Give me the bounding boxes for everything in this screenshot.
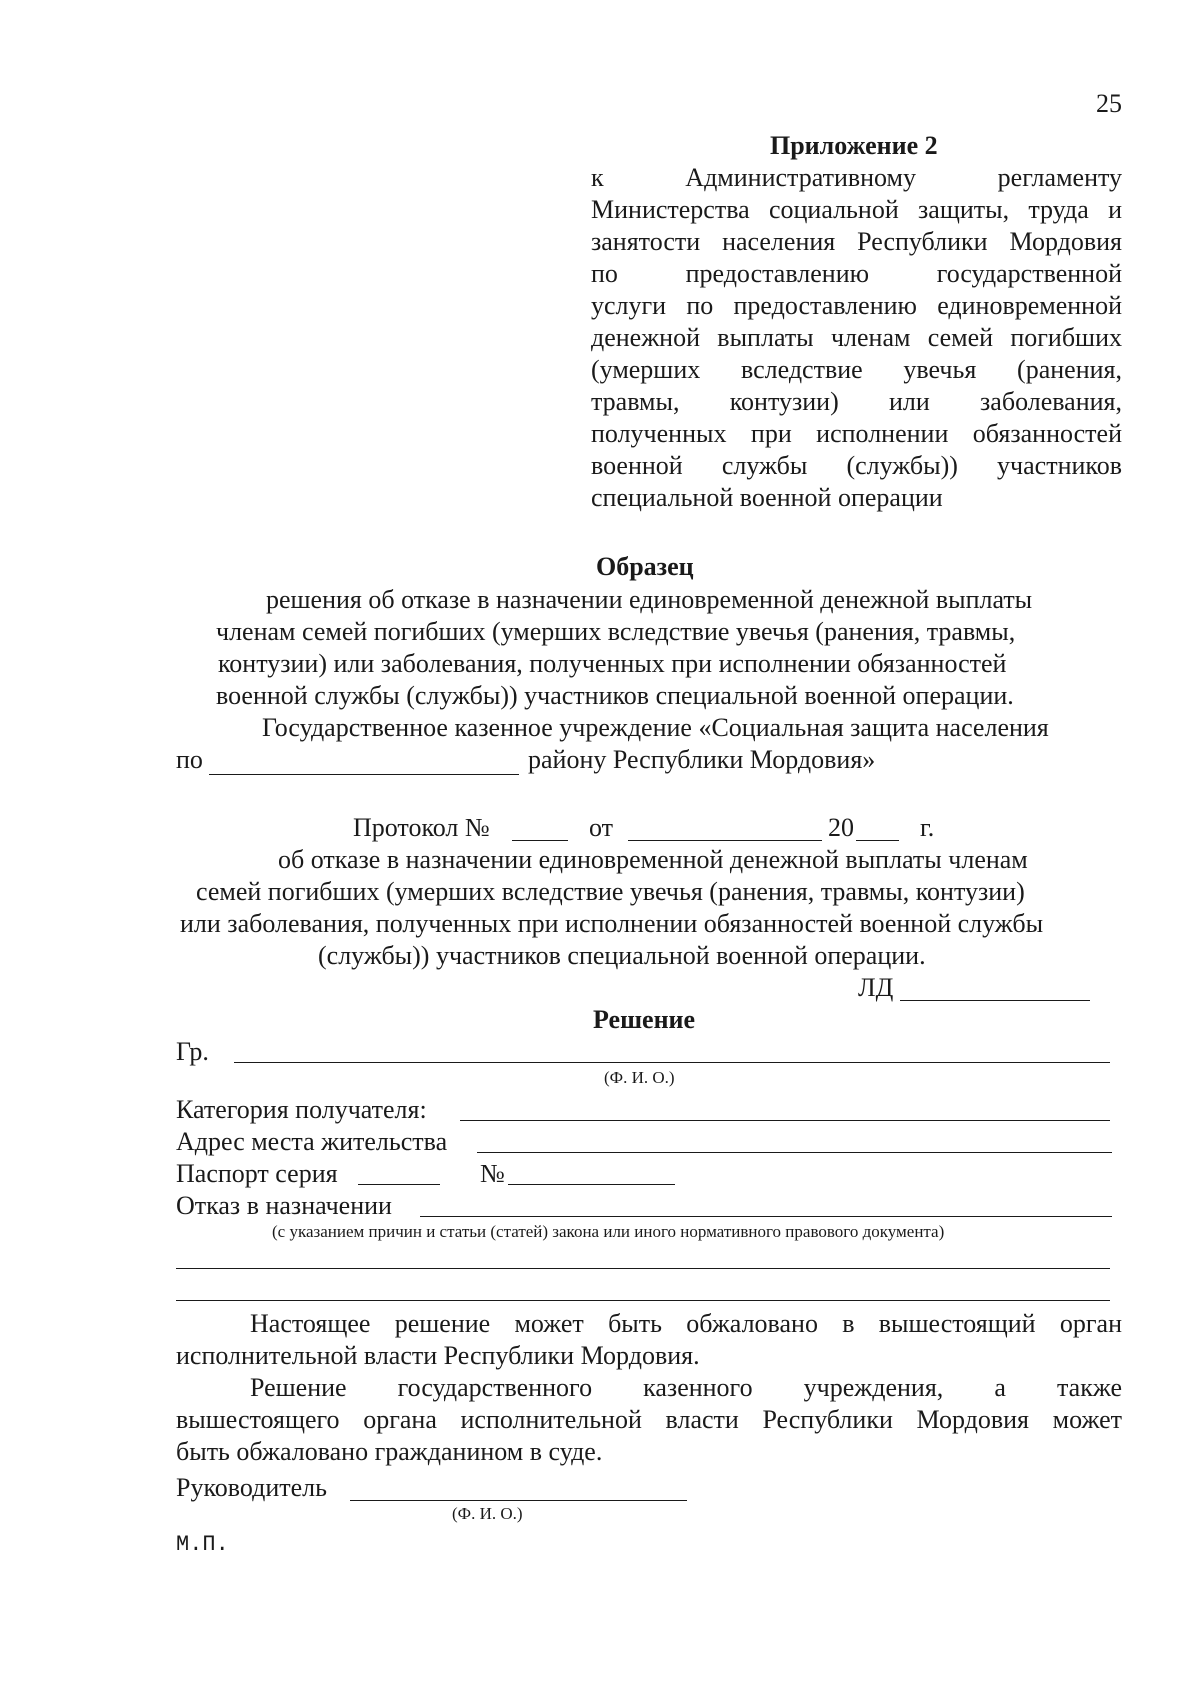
head-fio-caption: (Ф. И. О.): [452, 1504, 523, 1523]
passport-number-blank[interactable]: [508, 1184, 675, 1185]
refusal-blank[interactable]: [420, 1216, 1112, 1217]
refusal-caption: (с указанием причин и статьи (статей) закона или иного нормативного правового документа): [272, 1222, 945, 1241]
appendix-last-line: специальной военной операции: [591, 483, 943, 512]
district-blank[interactable]: [209, 774, 519, 775]
protocol-line: или заболевания, полученных при исполнении обязанностей военной службы: [180, 909, 1044, 938]
appendix-line: занятости населения Республики Мордовия: [591, 227, 1122, 256]
address-blank[interactable]: [477, 1152, 1112, 1153]
appeal-para2-line1: Решение государственного казенного учреждения, а также: [250, 1373, 1122, 1402]
sample-title: Образец: [596, 552, 694, 581]
passport-number-label: №: [480, 1159, 505, 1188]
institution-prefix: по: [176, 745, 203, 774]
citizen-label: Гр.: [176, 1037, 209, 1066]
category-label: Категория получателя:: [176, 1095, 427, 1124]
citizen-fio-caption: (Ф. И. О.): [604, 1068, 675, 1087]
refusal-blank-2[interactable]: [176, 1268, 1110, 1269]
sample-line: военной службы (службы)) участников специальной военной операции.: [216, 681, 1014, 710]
sample-line: контузии) или заболевания, полученных при исполнении обязанностей: [218, 649, 1007, 678]
appeal-para1-line1: Настоящее решение может быть обжаловано в вышестоящий орган: [250, 1309, 1122, 1338]
appendix-line: (умерших вследствие увечья (ранения,: [591, 355, 1122, 384]
appendix-line: денежной выплаты членам семей погибших: [591, 323, 1122, 352]
ld-blank[interactable]: [900, 1000, 1090, 1001]
institution-line: Государственное казенное учреждение «Социальная защита населения: [262, 713, 1049, 742]
protocol-number-blank[interactable]: [512, 840, 568, 841]
appendix-line: Министерства социальной защиты, труда и: [591, 195, 1122, 224]
appendix-line: травмы, контузии) или заболевания,: [591, 387, 1122, 416]
address-label: Адрес места жительства: [176, 1127, 448, 1156]
protocol-from: от: [589, 813, 614, 842]
sample-line: членам семей погибших (умерших вследствие увечья (ранения, травмы,: [216, 617, 1016, 646]
appendix-line: полученных при исполнении обязанностей: [591, 419, 1122, 448]
institution-suffix: району Республики Мордовия»: [528, 745, 876, 774]
protocol-line: семей погибших (умерших вследствие увечья (ранения, травмы, контузии): [196, 877, 1025, 906]
protocol-label: Протокол №: [353, 813, 490, 842]
stamp-mark: М.П.: [176, 1532, 229, 1557]
passport-series-blank[interactable]: [358, 1184, 440, 1185]
ld-label: ЛД: [858, 973, 894, 1002]
head-signature-blank[interactable]: [350, 1500, 687, 1501]
protocol-line: об отказе в назначении единовременной денежной выплаты членам: [278, 845, 1028, 874]
head-label: Руководитель: [176, 1473, 327, 1502]
decision-title: Решение: [593, 1005, 696, 1034]
appeal-para2-line2: вышестоящего органа исполнительной власти Республики Мордовия может: [176, 1405, 1122, 1434]
appendix-line: военной службы (службы)) участников: [591, 451, 1122, 480]
protocol-date-blank[interactable]: [628, 840, 822, 841]
refusal-label: Отказ в назначении: [176, 1191, 392, 1220]
appendix-line: по предоставлению государственной: [591, 259, 1122, 288]
category-blank[interactable]: [460, 1120, 1110, 1121]
appendix-line: услуги по предоставлению единовременной: [591, 291, 1122, 320]
protocol-line: (службы)) участников специальной военной операции.: [318, 941, 926, 970]
page-number: 25: [1096, 89, 1122, 118]
citizen-name-blank[interactable]: [234, 1062, 1110, 1063]
appeal-para2-line3: быть обжаловано гражданином в суде.: [176, 1437, 603, 1466]
protocol-year-prefix: 20: [828, 813, 854, 842]
protocol-year-blank[interactable]: [856, 840, 899, 841]
appendix-title: Приложение 2: [770, 131, 938, 160]
passport-label: Паспорт серия: [176, 1159, 338, 1188]
sample-line: решения об отказе в назначении единовременной денежной выплаты: [266, 585, 1033, 614]
appendix-line: к Административному регламенту: [591, 163, 1122, 192]
appeal-para1-line2: исполнительной власти Республики Мордовия.: [176, 1341, 700, 1370]
refusal-blank-3[interactable]: [176, 1300, 1110, 1301]
protocol-year-suffix: г.: [920, 813, 935, 842]
